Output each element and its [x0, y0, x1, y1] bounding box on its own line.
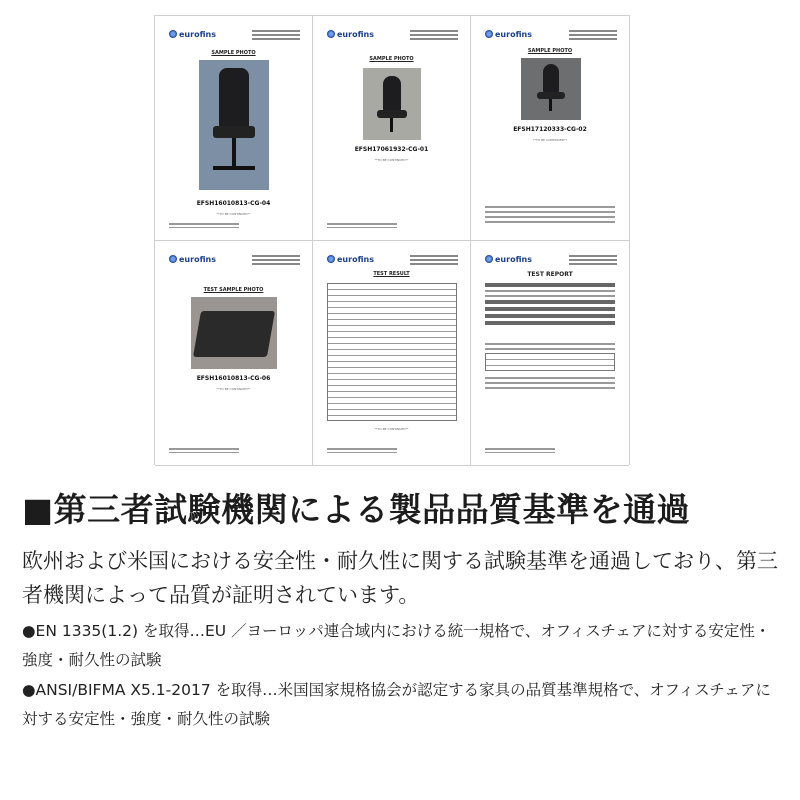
logo-text: eurofins [179, 255, 216, 264]
continued-note: **TO BE CONTINUED** [532, 138, 568, 142]
sample-code: EFSH17061932-CG-01 [354, 146, 429, 153]
page-title: TEST REPORT [527, 271, 573, 278]
report-meta [569, 30, 617, 42]
intro-paragraph: 欧州および米国における安全性・耐久性に関する試験基準を通過しており、第三者機関によって品質が証明されています。 [22, 549, 778, 607]
sample-code: EFSH16010813-CG-06 [196, 375, 271, 382]
chair-photo [199, 60, 269, 190]
page-footer [327, 223, 397, 230]
continued-note: **TO BE CONTINUED** [374, 427, 409, 431]
page-title: SAMPLE PHOTO [369, 56, 414, 62]
results-table [327, 283, 457, 421]
logo-text: eurofins [495, 255, 532, 264]
report-page-6 [471, 241, 629, 466]
continued-note: **TO BE CONTINUED** [216, 387, 251, 391]
chair-photo [521, 58, 581, 120]
eurofins-logo [169, 30, 216, 39]
logo-text: eurofins [495, 30, 532, 39]
eurofins-logo [169, 255, 216, 264]
page-footer [169, 223, 239, 230]
eurofins-logo-icon [327, 30, 335, 38]
bullet-ansi-bifma: ●ANSI/BIFMA X5.1-2017 を取得…米国国家規格協会が認定する家具の品質基準規格で、オフィスチェアに対する安定性・強度・耐久性の試験 [22, 681, 771, 728]
eurofins-logo-icon [327, 255, 335, 263]
section-headline: ■第三者試験機関による製品品質基準を通過 [22, 490, 691, 529]
logo-text: eurofins [337, 255, 374, 264]
page-footer [169, 448, 239, 455]
eurofins-logo-icon [169, 255, 177, 263]
report-meta [252, 30, 300, 42]
sample-code: EFSH16010813-CG-04 [196, 200, 271, 207]
report-page-2 [313, 16, 471, 241]
report-page-5 [313, 241, 471, 466]
sample-code: EFSH17120333-CG-02 [513, 126, 587, 133]
eurofins-logo-icon [485, 30, 493, 38]
page-title: TEST SAMPLE PHOTO [203, 287, 264, 293]
page-footer [485, 448, 555, 455]
eurofins-logo [485, 255, 532, 264]
report-page-3 [471, 16, 629, 241]
packaged-chair-photo [191, 297, 277, 369]
continued-note: **TO BE CONTINUED** [216, 212, 251, 216]
eurofins-logo-icon [169, 30, 177, 38]
test-report-grid [154, 15, 630, 465]
report-page-4 [155, 241, 313, 466]
chair-photo [363, 68, 421, 140]
eurofins-logo [327, 30, 374, 39]
summary-table [485, 353, 615, 371]
page-title: TEST RESULT [373, 271, 410, 277]
page-footer [327, 448, 397, 455]
report-meta [410, 255, 458, 267]
page-title: SAMPLE PHOTO [527, 48, 573, 54]
report-meta [569, 255, 617, 267]
bullet-en1335: ●EN 1335(1.2) を取得…EU ／ヨーロッパ連合域内における統一規格で、オフィスチェアに対する安定性・強度・耐久性の試験 [22, 622, 771, 669]
eurofins-logo [327, 255, 374, 264]
report-fields [485, 283, 615, 392]
logo-text: eurofins [179, 30, 216, 39]
logo-text: eurofins [337, 30, 374, 39]
report-meta [410, 30, 458, 42]
continued-note: **TO BE CONTINUED** [374, 158, 409, 162]
disclaimer-text [485, 206, 615, 226]
report-meta [252, 255, 300, 267]
page-title: SAMPLE PHOTO [211, 50, 256, 56]
eurofins-logo [485, 30, 532, 39]
eurofins-logo-icon [485, 255, 493, 263]
report-page-1 [155, 16, 313, 241]
